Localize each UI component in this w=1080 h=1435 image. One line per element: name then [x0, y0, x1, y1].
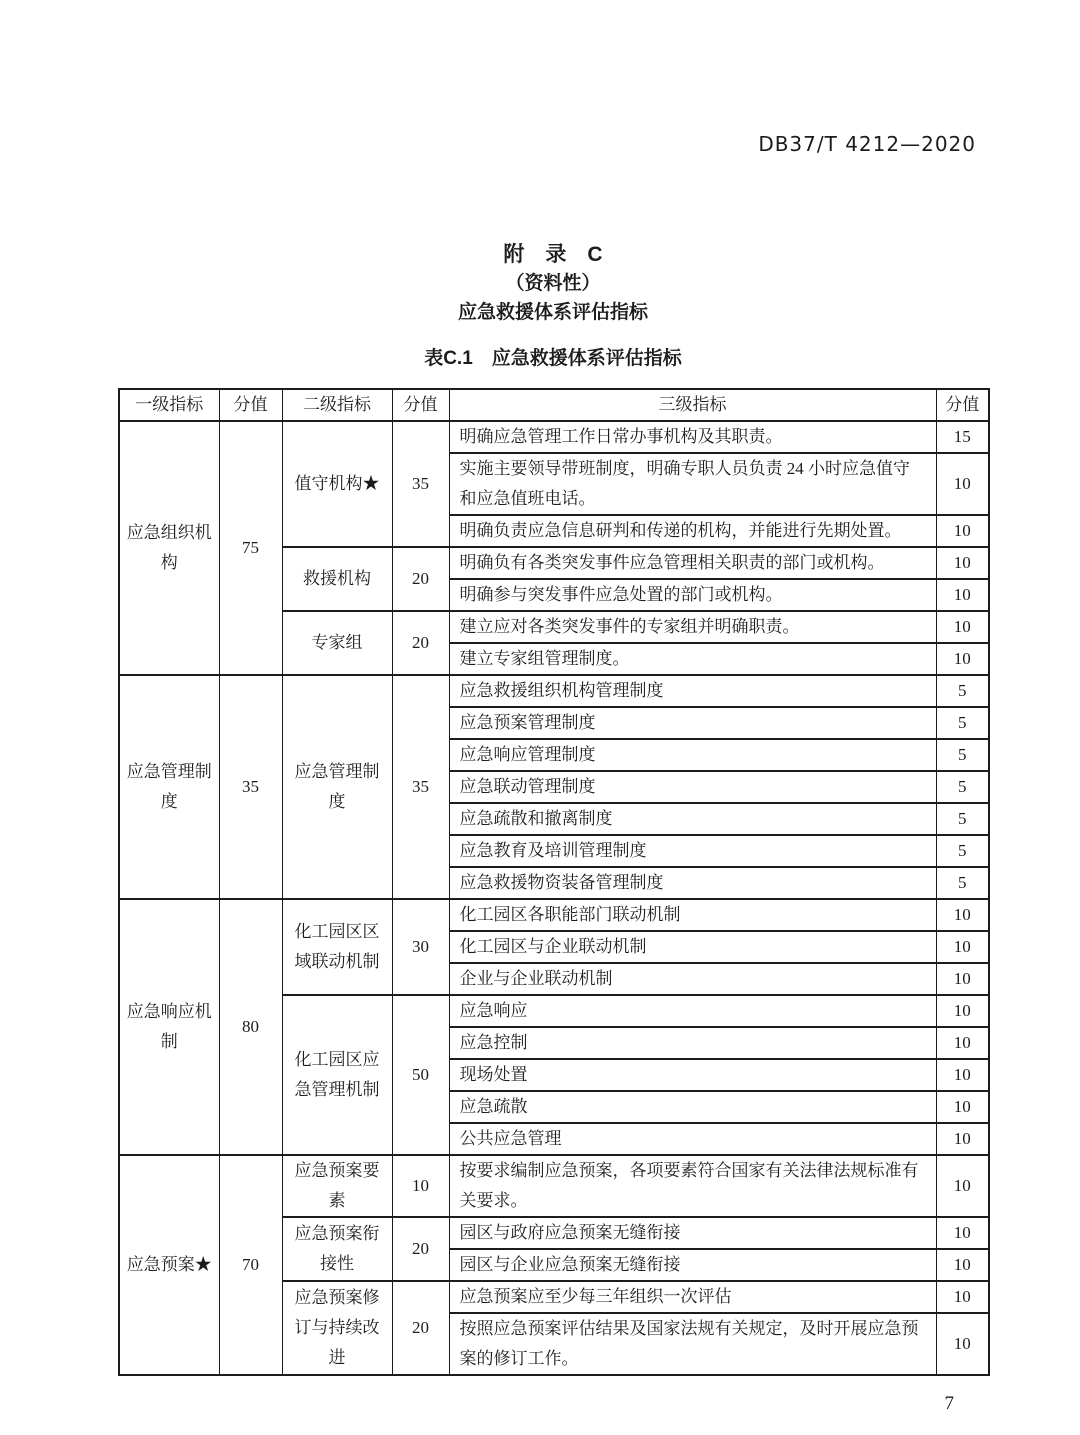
level3-score: 15	[936, 421, 989, 453]
level2-indicator: 救援机构	[282, 547, 392, 611]
level3-indicator: 明确负责应急信息研判和传递的机构，并能进行先期处置。	[449, 515, 936, 547]
level2-indicator: 专家组	[282, 611, 392, 675]
appendix-title: 附 录 C	[503, 243, 603, 266]
level3-score: 10	[936, 1249, 989, 1281]
level3-indicator: 应急教育及培训管理制度	[449, 835, 936, 867]
level2-indicator: 值守机构★	[282, 421, 392, 547]
level3-score: 10	[936, 1217, 989, 1249]
level1-score: 35	[219, 675, 282, 899]
table-row	[119, 899, 989, 931]
level3-indicator: 明确负有各类突发事件应急管理相关职责的部门或机构。	[449, 547, 936, 579]
level3-indicator: 企业与企业联动机制	[449, 963, 936, 995]
level2-score: 20	[392, 611, 449, 675]
level3-score: 10	[936, 1313, 989, 1375]
level3-indicator: 按要求编制应急预案，各项要素符合国家有关法律法规标准有关要求。	[449, 1155, 936, 1217]
level2-score: 20	[392, 1217, 449, 1281]
level3-score: 10	[936, 515, 989, 547]
level1-score: 75	[219, 421, 282, 675]
column-header: 三级指标	[449, 389, 936, 421]
level2-score: 50	[392, 995, 449, 1155]
level3-indicator: 应急联动管理制度	[449, 771, 936, 803]
level3-indicator: 园区与政府应急预案无缝衔接	[449, 1217, 936, 1249]
level3-score: 10	[936, 931, 989, 963]
level3-indicator: 应急救援物资装备管理制度	[449, 867, 936, 899]
level2-score: 35	[392, 421, 449, 547]
level3-indicator: 明确参与突发事件应急处置的部门或机构。	[449, 579, 936, 611]
table-caption: 表C.1 应急救援体系评估指标	[424, 348, 682, 369]
doc-number: DB37/T 4212—2020	[758, 132, 976, 156]
level3-score: 5	[936, 771, 989, 803]
level3-indicator: 应急响应管理制度	[449, 739, 936, 771]
table-row	[119, 1155, 989, 1217]
column-header: 分值	[936, 389, 989, 421]
level3-indicator: 按照应急预案评估结果及国家法规有关规定，及时开展应急预案的修订工作。	[449, 1313, 936, 1375]
column-header: 一级指标	[119, 389, 219, 421]
level3-score: 10	[936, 1027, 989, 1059]
level1-score: 80	[219, 899, 282, 1155]
level2-score: 10	[392, 1155, 449, 1217]
level3-score: 5	[936, 867, 989, 899]
level3-indicator: 应急疏散和撤离制度	[449, 803, 936, 835]
level3-indicator: 化工园区与企业联动机制	[449, 931, 936, 963]
table-header-row	[119, 389, 989, 421]
level2-indicator: 应急预案要素	[282, 1155, 392, 1217]
table-row	[119, 675, 989, 707]
level3-score: 10	[936, 1123, 989, 1155]
level3-score: 10	[936, 579, 989, 611]
level2-indicator: 化工园区应急管理机制	[282, 995, 392, 1155]
level3-indicator: 应急预案管理制度	[449, 707, 936, 739]
level2-score: 30	[392, 899, 449, 995]
level3-score: 5	[936, 675, 989, 707]
level3-score: 10	[936, 611, 989, 643]
level3-score: 10	[936, 643, 989, 675]
table-row	[119, 421, 989, 453]
level3-indicator: 园区与企业应急预案无缝衔接	[449, 1249, 936, 1281]
column-header: 二级指标	[282, 389, 392, 421]
appendix-subtitle: （资料性）	[505, 273, 601, 294]
level1-score: 70	[219, 1155, 282, 1375]
level3-indicator: 建立专家组管理制度。	[449, 643, 936, 675]
level3-score: 10	[936, 1091, 989, 1123]
level2-score: 20	[392, 1281, 449, 1375]
evaluation-indicator-table	[118, 388, 990, 1376]
level2-indicator: 应急预案修订与持续改进	[282, 1281, 392, 1375]
level3-score: 10	[936, 547, 989, 579]
level3-indicator: 实施主要领导带班制度，明确专职人员负责 24 小时应急值守和应急值班电话。	[449, 453, 936, 515]
level1-indicator: 应急管理制度	[119, 675, 219, 899]
appendix-heading: 应急救援体系评估指标	[457, 302, 648, 323]
level3-score: 5	[936, 803, 989, 835]
column-header: 分值	[392, 389, 449, 421]
level2-indicator: 应急管理制度	[282, 675, 392, 899]
level3-indicator: 应急救援组织机构管理制度	[449, 675, 936, 707]
column-header: 分值	[219, 389, 282, 421]
level3-score: 10	[936, 453, 989, 515]
level3-score: 5	[936, 835, 989, 867]
level3-score: 10	[936, 1059, 989, 1091]
level3-score: 5	[936, 739, 989, 771]
level3-score: 10	[936, 1155, 989, 1217]
level3-indicator: 建立应对各类突发事件的专家组并明确职责。	[449, 611, 936, 643]
level3-score: 10	[936, 1281, 989, 1313]
level3-score: 5	[936, 707, 989, 739]
level3-indicator: 应急预案应至少每三年组织一次评估	[449, 1281, 936, 1313]
level1-indicator: 应急预案★	[119, 1155, 219, 1375]
page-number: 7	[944, 1393, 954, 1414]
level2-score: 35	[392, 675, 449, 899]
level1-indicator: 应急响应机制	[119, 899, 219, 1155]
level3-indicator: 化工园区各职能部门联动机制	[449, 899, 936, 931]
level3-indicator: 公共应急管理	[449, 1123, 936, 1155]
level3-indicator: 应急疏散	[449, 1091, 936, 1123]
level2-indicator: 化工园区区域联动机制	[282, 899, 392, 995]
level3-indicator: 应急控制	[449, 1027, 936, 1059]
level3-indicator: 现场处置	[449, 1059, 936, 1091]
level3-indicator: 应急响应	[449, 995, 936, 1027]
level3-indicator: 明确应急管理工作日常办事机构及其职责。	[449, 421, 936, 453]
level3-score: 10	[936, 963, 989, 995]
level1-indicator: 应急组织机构	[119, 421, 219, 675]
level3-score: 10	[936, 899, 989, 931]
level2-indicator: 应急预案衔接性	[282, 1217, 392, 1281]
level2-score: 20	[392, 547, 449, 611]
level3-score: 10	[936, 995, 989, 1027]
